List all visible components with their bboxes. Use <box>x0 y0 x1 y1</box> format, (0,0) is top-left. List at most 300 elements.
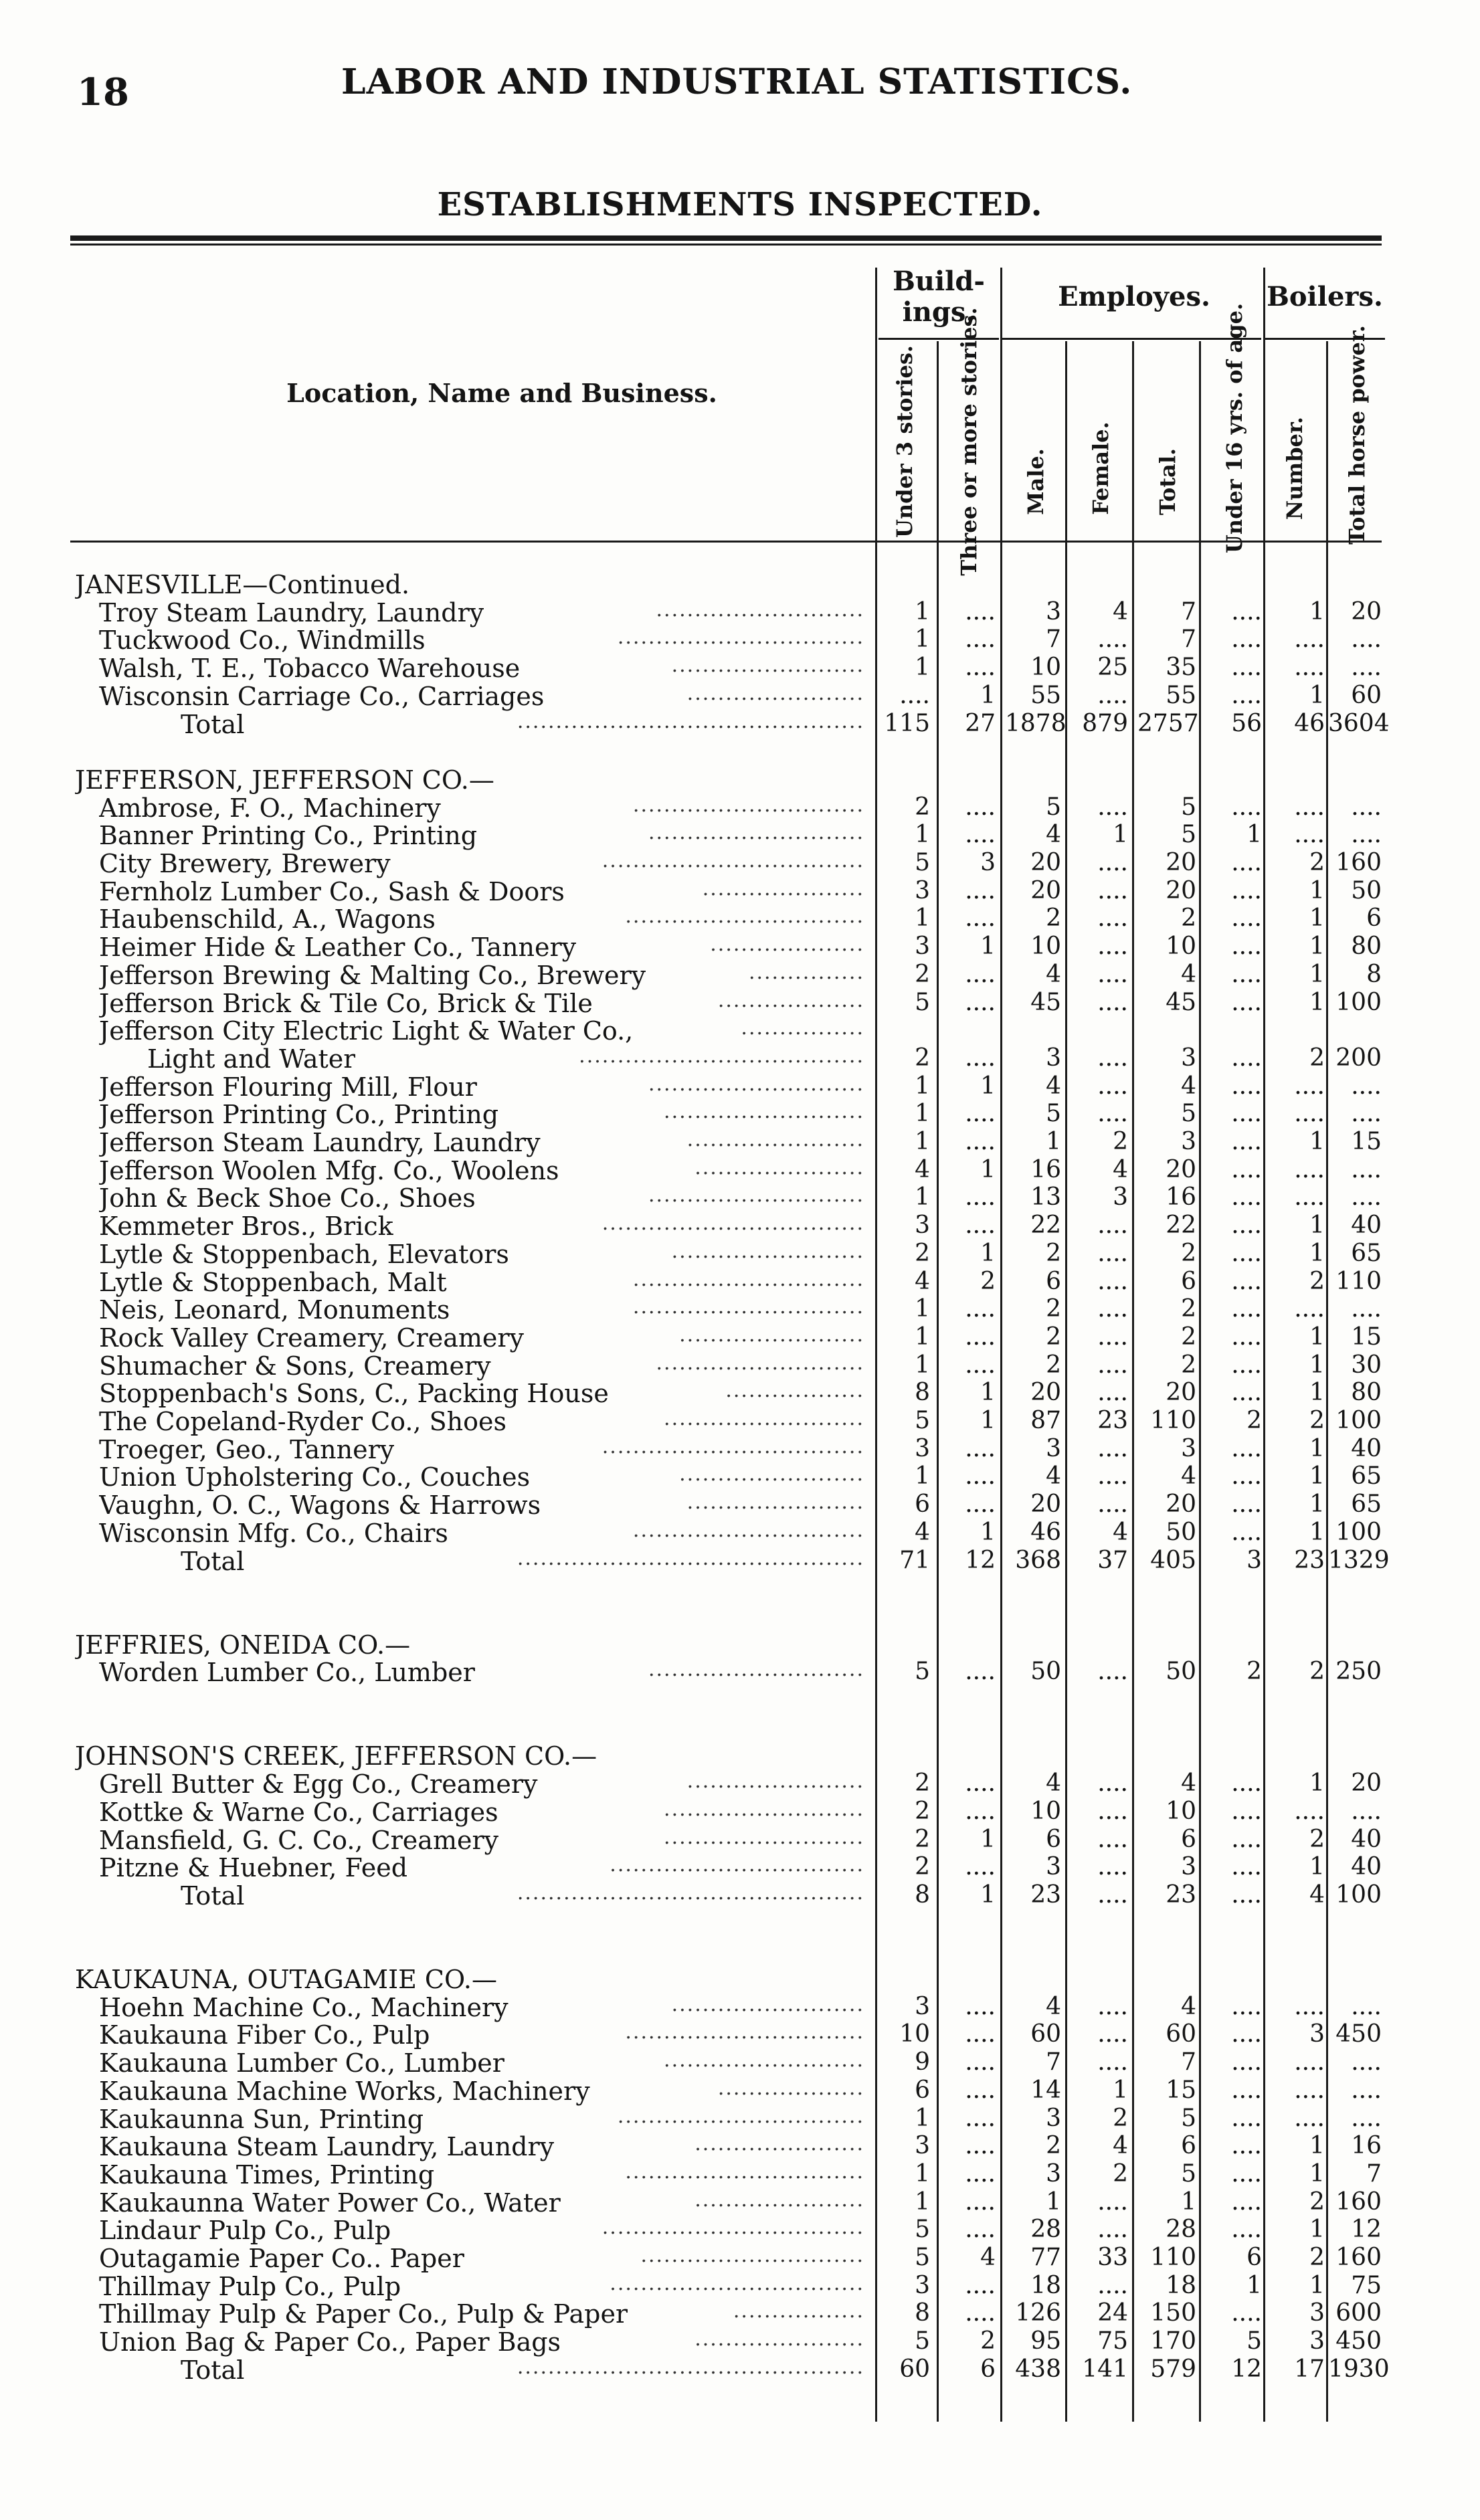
table-cell: 2 <box>1309 1267 1325 1295</box>
table-cell: 1 <box>915 2159 930 2188</box>
table-cell: 160 <box>1335 2244 1382 2271</box>
table-row <box>0 1519 1480 1547</box>
leader-dots: ...................... <box>695 1155 864 1179</box>
table-cell: .... <box>1231 654 1262 682</box>
table-cell: 2 <box>915 793 930 821</box>
table-cell: 6 <box>1181 1267 1196 1295</box>
row-label: City Brewery, Brewery <box>99 849 391 878</box>
col-total: Total. <box>1155 448 1180 516</box>
table-cell: .... <box>1097 1992 1128 2020</box>
table-cell: .... <box>1231 1072 1262 1100</box>
table-cell: .... <box>1097 1323 1128 1351</box>
table-cell: 40 <box>1351 1434 1382 1462</box>
row-label: Lytle & Stoppenbach, Elevators <box>99 1239 509 1269</box>
table-cell: .... <box>1231 793 1262 821</box>
table-cell: 2 <box>1181 1239 1196 1267</box>
row-label: Total <box>181 2355 245 2385</box>
table-cell: 4 <box>915 1518 930 1546</box>
table-cell: 23 <box>1294 1546 1325 1574</box>
table-cell: 2 <box>1309 849 1325 876</box>
table-cell: .... <box>965 2104 996 2132</box>
table-cell: .... <box>1097 960 1128 988</box>
group-buildings: Build- ings. <box>893 266 985 328</box>
table-cell: 1 <box>915 2188 930 2216</box>
table-cell: .... <box>1231 1239 1262 1267</box>
leader-dots: ............................... <box>625 2020 864 2044</box>
table-cell: 28 <box>1030 2216 1061 2244</box>
col-boiler-number: Number. <box>1282 416 1307 520</box>
table-cell: .... <box>1294 1183 1325 1211</box>
table-cell: 1 <box>980 1880 996 1909</box>
table-cell: .... <box>965 1769 996 1798</box>
table-cell: 1 <box>1309 2216 1325 2244</box>
table-row <box>0 1826 1480 1854</box>
table-title: ESTABLISHMENTS INSPECTED. <box>437 186 1043 223</box>
table-cell: 4 <box>1181 1072 1196 1100</box>
table-cell: .... <box>1231 1797 1262 1825</box>
table-cell: 1 <box>915 654 930 682</box>
leader-dots: ............................. <box>640 2244 864 2267</box>
table-cell: 3 <box>915 1211 930 1240</box>
table-cell: .... <box>1097 904 1128 933</box>
table-cell: 1 <box>915 597 930 625</box>
table-cell: 6 <box>980 2355 996 2383</box>
table-cell: .... <box>899 681 930 709</box>
table-cell: .... <box>965 1295 996 1323</box>
section-heading-row <box>0 570 1480 598</box>
table-cell: 2 <box>915 1769 930 1798</box>
table-cell: 10 <box>1030 933 1061 961</box>
table-cell: .... <box>1231 2020 1262 2048</box>
table-cell: 1 <box>1309 2271 1325 2299</box>
table-cell: .... <box>965 1128 996 1155</box>
table-cell: 3 <box>915 2132 930 2160</box>
table-cell: .... <box>1097 1044 1128 1072</box>
row-label: John & Beck Shoe Co., Shoes <box>99 1183 476 1214</box>
table-cell: 6 <box>1046 1267 1061 1295</box>
table-cell: 879 <box>1082 709 1128 737</box>
table-cell: 10 <box>1166 933 1196 961</box>
table-cell: .... <box>1097 1462 1128 1490</box>
table-cell: 7 <box>1181 597 1196 625</box>
leader-dots: ............................................. <box>517 1546 864 1570</box>
row-label: Heimer Hide & Leather Co., Tannery <box>99 933 577 963</box>
table-cell: 22 <box>1030 1211 1061 1240</box>
table-cell: 60 <box>899 2355 930 2383</box>
table-cell: .... <box>1231 988 1262 1016</box>
table-cell: 200 <box>1335 1044 1382 1072</box>
table-cell: 15 <box>1166 2076 1196 2104</box>
table-row <box>0 2272 1480 2300</box>
section-heading: JEFFERSON, JEFFERSON CO.— <box>75 765 494 795</box>
table-cell: 368 <box>1015 1546 1061 1574</box>
table-cell: 3 <box>915 2271 930 2299</box>
table-cell: 5 <box>915 1658 930 1686</box>
table-cell: 7 <box>1181 2048 1196 2076</box>
table-cell: .... <box>1097 2216 1128 2244</box>
leader-dots: ................................. <box>610 1853 864 1877</box>
leader-dots: ....................... <box>686 1769 864 1794</box>
header-bottom-rule <box>70 541 1382 543</box>
table-cell: 170 <box>1150 2327 1196 2355</box>
leader-dots: .............................. <box>632 793 864 817</box>
table-cell: 20 <box>1030 1379 1061 1407</box>
running-head: LABOR AND INDUSTRIAL STATISTICS. <box>341 62 1133 102</box>
table-cell: .... <box>1231 2132 1262 2160</box>
leader-dots: ............................ <box>648 1072 864 1096</box>
table-cell: .... <box>1351 1797 1382 1825</box>
leader-dots: ................. <box>733 2299 864 2323</box>
table-cell: 9 <box>915 2048 930 2076</box>
table-cell: 3 <box>1309 2299 1325 2327</box>
table-cell: 100 <box>1335 1518 1382 1546</box>
table-cell: .... <box>1231 1211 1262 1240</box>
table-cell: 5 <box>915 1407 930 1434</box>
table-cell: 8 <box>915 2299 930 2327</box>
table-cell: 20 <box>1030 1490 1061 1519</box>
table-cell: 37 <box>1097 1546 1128 1574</box>
table-cell: 60 <box>1166 2020 1196 2048</box>
table-cell: 1 <box>1309 1462 1325 1490</box>
table-cell: .... <box>1097 1379 1128 1407</box>
table-row <box>0 1993 1480 2021</box>
table-cell: 1 <box>1046 1128 1061 1155</box>
table-cell: .... <box>1231 904 1262 933</box>
table-row <box>0 821 1480 849</box>
table-cell: 4 <box>1309 1880 1325 1909</box>
table-cell: .... <box>1294 1072 1325 1100</box>
table-cell: 6 <box>1181 1825 1196 1853</box>
leader-dots: ............................... <box>625 2159 864 2184</box>
table-cell: 1 <box>915 1100 930 1128</box>
table-cell: 77 <box>1030 2244 1061 2271</box>
table-cell: 3 <box>980 849 996 876</box>
table-row <box>0 1351 1480 1379</box>
table-cell: 1 <box>980 1155 996 1183</box>
table-cell: 40 <box>1351 1211 1382 1240</box>
table-cell: .... <box>1351 2076 1382 2104</box>
table-cell: .... <box>965 1351 996 1379</box>
leader-dots: .............................. <box>632 1518 864 1542</box>
row-label: Kaukauna Steam Laundry, Laundry <box>99 2132 555 2162</box>
leader-dots: ................................ <box>617 625 864 650</box>
leader-dots: .................................. <box>602 849 864 872</box>
table-cell: 1 <box>915 1295 930 1323</box>
table-cell: 1 <box>1246 821 1262 849</box>
leader-dots: ............................................. <box>517 709 864 733</box>
table-cell: 10 <box>1030 654 1061 682</box>
table-cell: 2 <box>1181 904 1196 933</box>
table-row <box>0 1295 1480 1323</box>
table-cell: 4 <box>1046 1992 1061 2020</box>
table-cell: 5 <box>1181 2159 1196 2188</box>
row-label: Total <box>181 1880 245 1911</box>
table-cell: 1 <box>915 1072 930 1100</box>
table-cell: .... <box>1231 2216 1262 2244</box>
row-label: Mansfield, G. C. Co., Creamery <box>99 1825 499 1855</box>
table-cell: 15 <box>1351 1323 1382 1351</box>
table-cell: .... <box>1231 1267 1262 1295</box>
table-cell: 3 <box>915 876 930 904</box>
table-cell: 20 <box>1166 876 1196 904</box>
table-cell: 1 <box>1309 988 1325 1016</box>
table-cell: 1 <box>1309 597 1325 625</box>
table-cell: 24 <box>1097 2299 1128 2327</box>
table-row <box>0 2244 1480 2272</box>
table-row <box>0 1268 1480 1296</box>
table-cell: .... <box>1097 2271 1128 2299</box>
table-cell: 1 <box>1309 1128 1325 1155</box>
table-cell: .... <box>965 654 996 682</box>
leader-dots: ....................... <box>686 681 864 705</box>
table-cell: 95 <box>1030 2327 1061 2355</box>
table-cell: .... <box>1351 2104 1382 2132</box>
row-label: Jefferson Brewing & Malting Co., Brewery <box>99 960 646 990</box>
table-cell: .... <box>965 597 996 625</box>
table-row <box>0 2105 1480 2133</box>
table-cell: .... <box>965 2271 996 2299</box>
row-label: Tuckwood Co., Windmills <box>99 625 426 656</box>
table-cell: 2 <box>1309 1658 1325 1686</box>
row-label: Kaukauna Machine Works, Machinery <box>99 2076 590 2106</box>
row-label: Vaughn, O. C., Wagons & Harrows <box>99 1490 541 1521</box>
table-cell: .... <box>1231 2104 1262 2132</box>
table-cell: .... <box>1231 1825 1262 1853</box>
table-cell: 50 <box>1030 1658 1061 1686</box>
table-cell: 55 <box>1166 681 1196 709</box>
table-cell: 2 <box>1246 1407 1262 1434</box>
table-cell: 4 <box>1181 1992 1196 2020</box>
table-cell: .... <box>1351 1295 1382 1323</box>
table-cell: .... <box>1231 2048 1262 2076</box>
table-cell: 6 <box>915 2076 930 2104</box>
table-cell: 2 <box>1046 1239 1061 1267</box>
table-cell: .... <box>1231 1518 1262 1546</box>
table-cell: 4 <box>1181 1769 1196 1798</box>
row-label: Troy Steam Laundry, Laundry <box>99 597 484 627</box>
table-cell: 4 <box>1181 960 1196 988</box>
leader-dots: .............................. <box>632 1267 864 1291</box>
row-label: Union Bag & Paper Co., Paper Bags <box>99 2327 561 2357</box>
leader-dots: ............................ <box>648 1658 864 1682</box>
leader-dots: .......................... <box>664 1100 864 1124</box>
table-cell: 4 <box>1113 1155 1128 1183</box>
table-cell: 1 <box>1113 2076 1128 2104</box>
table-cell: .... <box>965 1490 996 1519</box>
table-cell: .... <box>965 1434 996 1462</box>
table-cell: 23 <box>1166 1880 1196 1909</box>
table-row <box>0 2216 1480 2244</box>
table-cell: 5 <box>1181 793 1196 821</box>
table-cell: 2 <box>915 960 930 988</box>
table-cell: 6 <box>915 1490 930 1519</box>
leader-dots: .............................. <box>632 1295 864 1319</box>
row-label: Grell Butter & Egg Co., Creamery <box>99 1769 538 1800</box>
top-thin-rule <box>70 244 1382 246</box>
table-cell: 2 <box>980 1267 996 1295</box>
table-row <box>0 1798 1480 1826</box>
table-cell: 4 <box>1046 1769 1061 1798</box>
table-cell: .... <box>1231 1853 1262 1881</box>
table-cell: 8 <box>915 1379 930 1407</box>
table-cell: 40 <box>1351 1825 1382 1853</box>
table-row <box>0 1853 1480 1881</box>
table-cell: 1 <box>1309 1490 1325 1519</box>
table-cell: 1 <box>915 821 930 849</box>
table-cell: .... <box>1294 1155 1325 1183</box>
table-cell: 2 <box>1113 2104 1128 2132</box>
table-cell: 7 <box>1181 625 1196 654</box>
table-cell: .... <box>965 904 996 933</box>
table-cell: 1 <box>1309 1434 1325 1462</box>
table-cell: 4 <box>1181 1462 1196 1490</box>
table-cell: 2 <box>1046 904 1061 933</box>
table-cell: .... <box>1351 1155 1382 1183</box>
table-row <box>0 1044 1480 1072</box>
table-cell: 3 <box>1046 2159 1061 2188</box>
table-cell: .... <box>965 1044 996 1072</box>
table-cell: 75 <box>1097 2327 1128 2355</box>
table-cell: .... <box>1351 793 1382 821</box>
table-cell: 438 <box>1015 2355 1061 2383</box>
table-cell: 10 <box>1030 1797 1061 1825</box>
table-cell: .... <box>1231 1490 1262 1519</box>
table-cell: 12 <box>1351 2216 1382 2244</box>
table-cell: .... <box>1097 1211 1128 1240</box>
table-cell: 1930 <box>1328 2355 1390 2383</box>
row-label: Jefferson Brick & Tile Co, Brick & Tile <box>99 988 593 1018</box>
table-cell: .... <box>1097 1267 1128 1295</box>
table-cell: 5 <box>1046 793 1061 821</box>
table-cell: .... <box>1097 1295 1128 1323</box>
table-cell: 3 <box>1181 1434 1196 1462</box>
table-cell: 16 <box>1166 1183 1196 1211</box>
section-heading: JANESVILLE—Continued. <box>75 570 410 599</box>
row-label: Union Upholstering Co., Couches <box>99 1462 531 1492</box>
table-cell: .... <box>1294 1992 1325 2020</box>
table-cell: 27 <box>965 709 996 737</box>
table-cell: .... <box>1231 597 1262 625</box>
table-cell: .... <box>1231 1183 1262 1211</box>
table-cell: .... <box>965 821 996 849</box>
leader-dots: .................................. <box>602 2216 864 2240</box>
table-cell: .... <box>1231 681 1262 709</box>
leader-dots: .......................... <box>664 2048 864 2072</box>
table-cell: .... <box>965 960 996 988</box>
col-female: Female. <box>1088 421 1113 515</box>
table-cell: 4 <box>1113 597 1128 625</box>
table-cell: .... <box>1351 654 1382 682</box>
table-cell: 150 <box>1150 2299 1196 2327</box>
table-cell: .... <box>1231 1044 1262 1072</box>
table-cell: .... <box>1231 2299 1262 2327</box>
table-cell: 80 <box>1351 933 1382 961</box>
table-cell: .... <box>1231 1769 1262 1798</box>
table-cell: 1878 <box>1005 709 1067 737</box>
table-row <box>0 961 1480 989</box>
table-cell: 1 <box>1309 1769 1325 1798</box>
table-cell: .... <box>1231 2159 1262 2188</box>
table-cell: .... <box>1294 793 1325 821</box>
table-cell: .... <box>1231 1992 1262 2020</box>
table-cell: 1 <box>915 1351 930 1379</box>
table-cell: .... <box>1231 2188 1262 2216</box>
leader-dots: .......................... <box>664 1407 864 1430</box>
section-heading: JEFFRIES, ONEIDA CO.— <box>75 1630 411 1660</box>
table-cell: .... <box>965 1797 996 1825</box>
table-cell: 2 <box>1181 1295 1196 1323</box>
leader-dots: ............................................. <box>517 1880 864 1905</box>
table-cell: 3 <box>915 1992 930 2020</box>
spacer-row <box>0 737 1480 765</box>
col-under-3-stories: Under 3 stories. <box>892 345 917 538</box>
table-row <box>0 2048 1480 2076</box>
row-label: Rock Valley Creamery, Creamery <box>99 1323 525 1353</box>
total-row <box>0 1881 1480 1909</box>
table-cell: 4 <box>915 1267 930 1295</box>
table-cell: 3 <box>1046 1044 1061 1072</box>
table-cell: .... <box>1097 1490 1128 1519</box>
table-cell: 2 <box>980 2327 996 2355</box>
row-label: Worden Lumber Co., Lumber <box>99 1658 475 1688</box>
table-cell: .... <box>965 1992 996 2020</box>
row-label: Lindaur Pulp Co., Pulp <box>99 2216 391 2246</box>
table-cell: .... <box>1231 1100 1262 1128</box>
table-cell: 50 <box>1166 1518 1196 1546</box>
table-cell: 4 <box>915 1155 930 1183</box>
leader-dots: .................................. <box>602 1211 864 1236</box>
table-cell: .... <box>1351 2048 1382 2076</box>
table-row <box>0 989 1480 1017</box>
table-cell: 1 <box>1309 681 1325 709</box>
table-row <box>0 933 1480 961</box>
table-row <box>0 654 1480 682</box>
table-cell: .... <box>965 1853 996 1881</box>
spacer-row <box>0 1686 1480 1714</box>
table-cell: 1 <box>1113 821 1128 849</box>
table-row <box>0 1211 1480 1240</box>
table-cell: 1 <box>915 1128 930 1155</box>
table-cell: .... <box>965 876 996 904</box>
table-cell: .... <box>1294 2048 1325 2076</box>
row-label: Kaukaunna Sun, Printing <box>99 2104 424 2134</box>
table-cell: .... <box>965 1323 996 1351</box>
table-cell: 25 <box>1097 654 1128 682</box>
table-cell: 7 <box>1366 2159 1382 2188</box>
row-label: The Copeland-Ryder Co., Shoes <box>99 1407 506 1436</box>
table-row <box>0 598 1480 626</box>
table-row <box>0 1128 1480 1156</box>
leader-dots: ........................ <box>679 1462 864 1486</box>
table-cell: 1 <box>1181 2188 1196 2216</box>
table-cell: 20 <box>1166 1490 1196 1519</box>
table-cell: .... <box>1231 849 1262 876</box>
table-cell: .... <box>965 625 996 654</box>
table-cell: .... <box>1231 1128 1262 1155</box>
row-label: Troeger, Geo., Tannery <box>99 1434 395 1464</box>
table-cell: .... <box>965 2159 996 2188</box>
row-label: Jefferson City Electric Light & Water Co., <box>99 1016 634 1046</box>
leader-dots: ........................ <box>679 1323 864 1347</box>
row-label: Lytle & Stoppenbach, Malt <box>99 1267 447 1297</box>
table-cell: .... <box>1231 876 1262 904</box>
table-cell: .... <box>1097 1351 1128 1379</box>
table-cell: 3 <box>1046 2104 1061 2132</box>
table-row <box>0 1658 1480 1686</box>
table-cell: 7 <box>1046 2048 1061 2076</box>
row-label: Neis, Leonard, Monuments <box>99 1295 450 1325</box>
section-heading: JOHNSON'S CREEK, JEFFERSON CO.— <box>75 1741 597 1771</box>
